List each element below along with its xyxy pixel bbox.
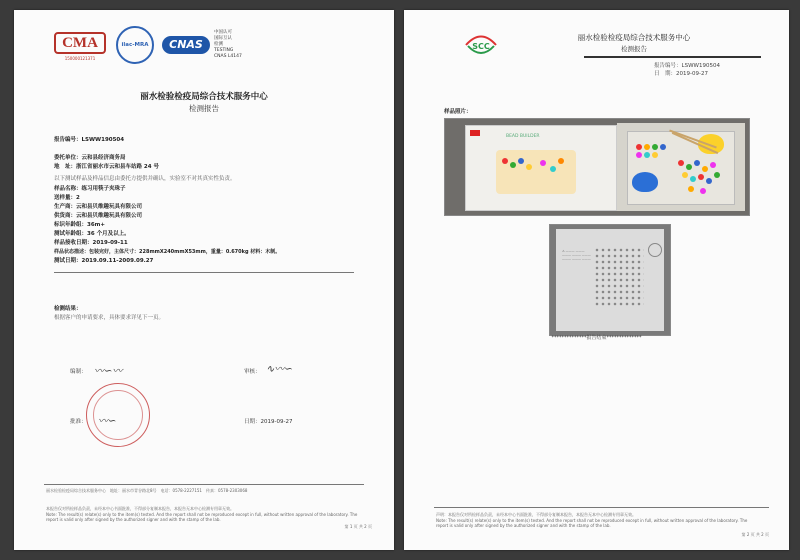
- sample-photo-back: [549, 224, 671, 336]
- cnas-line: CNAS L4147: [214, 54, 242, 59]
- scc-logo-text: SCC: [472, 42, 490, 51]
- bead-detail-image: [648, 243, 662, 257]
- field-label: 测试年龄组：: [54, 231, 88, 237]
- photo-label: [444, 108, 472, 116]
- address-row: [54, 163, 159, 171]
- client-row: [54, 154, 126, 162]
- report-number: LSWW190504: [81, 137, 125, 143]
- field-row: [54, 230, 130, 238]
- sample-photo-front: [444, 118, 750, 216]
- report-title: 丽水检验检疫局综合技术服务中心: [577, 33, 691, 42]
- test-result-label-text: 检测结果：: [54, 306, 82, 312]
- report-end-marker: **************报告结束**************: [551, 335, 642, 341]
- report-number-row: [54, 136, 124, 144]
- ilac-mra-logo: ilac-MRA: [116, 26, 154, 64]
- reviewed-signature: ∿〰∽: [266, 364, 293, 375]
- compiled-label: 编制：: [70, 369, 87, 375]
- reviewed-label: 审核：: [244, 369, 261, 375]
- address-label: 地 址：: [54, 164, 77, 170]
- field-row: [54, 257, 153, 265]
- field-value: 练习用筷子夹珠子: [81, 186, 126, 192]
- cnas-line: 国际互认: [214, 36, 232, 41]
- approved-signature: 〰∽: [98, 416, 117, 427]
- report-title: 丽水检验检疫局综合技术服务中心: [140, 92, 268, 102]
- cnas-line: TESTING: [214, 48, 234, 53]
- field-row: [54, 239, 128, 247]
- cma-number: 150000121371: [64, 56, 96, 61]
- footer-line: 本报告仅对所检样品负责，未经本中心书面批准，不得部分复制本报告，本报告无本中心检测专用章无效。: [46, 506, 234, 511]
- field-value: 2019-09-11: [92, 240, 128, 246]
- scc-logo: [464, 34, 498, 56]
- field-label: 样品状态描述：: [54, 249, 90, 255]
- field-value: 36m+: [87, 222, 106, 228]
- footer-line: 丽水检验检疫局综合技术服务中心 地址：丽水市青谷路北8号 电话：0578-2227151 传真：0578-2303068: [46, 488, 248, 493]
- brand-icon: [470, 130, 480, 136]
- date-row: [244, 418, 292, 426]
- date-label: 日 期：: [654, 71, 677, 77]
- field-value: 2: [76, 195, 80, 201]
- address-value: 浙江省丽水市云和县车站路 24 号: [76, 164, 160, 170]
- date-label: 日期：: [244, 419, 261, 425]
- field-row: [54, 248, 280, 256]
- report-subtitle: 检测报告: [189, 104, 219, 113]
- report-number-label: 报告编号：: [54, 137, 82, 143]
- field-row: [54, 203, 142, 211]
- test-result-label: [54, 305, 82, 313]
- client-label: 委托单位：: [54, 155, 82, 161]
- footer-divider: [44, 484, 364, 485]
- bead-grid-image: [594, 247, 644, 307]
- cnas-line: 检测: [214, 42, 223, 47]
- field-label: 样品名称：: [54, 186, 82, 192]
- field-row: [54, 185, 126, 193]
- date-value: 2019-09-27: [260, 419, 293, 425]
- date-row: [654, 70, 708, 78]
- field-row: [54, 212, 142, 220]
- field-label: 样品接收日期：: [54, 240, 93, 246]
- product-box-image: [465, 125, 617, 211]
- report-page-1: [14, 10, 394, 550]
- field-value: 云和县贝维趣玩具有限公司: [76, 213, 143, 219]
- date-value: 2019-09-27: [676, 71, 708, 77]
- footer-line: report is valid only after signed by the authorized signer and with the stamp of the lab.: [46, 517, 221, 522]
- field-value: 云和县贝维趣玩具有限公司: [76, 204, 143, 210]
- field-label: 供货商：: [54, 213, 77, 219]
- field-value: 2019.09.11-2009.09.27: [81, 258, 154, 264]
- open-box-image: [617, 123, 745, 211]
- photo-label-text: 样品照片：: [444, 109, 472, 115]
- report-number-row: [654, 62, 720, 70]
- official-seal: [86, 383, 150, 447]
- field-value: 36 个月及以上。: [87, 231, 130, 237]
- page-number: 第 1 页 共 2 页: [344, 524, 372, 529]
- cnas-line: 中国认可: [214, 30, 232, 35]
- field-label: 生产商：: [54, 204, 77, 210]
- footer-line: 声明：本报告仅对所检样品负责，未经本中心书面批准，不得部分复制本报告，本报告无本中心检测专用章无效。: [436, 512, 636, 517]
- page-number: 第 2 页 共 2 页: [741, 532, 769, 537]
- test-result-text: 根据客户的申请要求，具体要求详见下一页。: [54, 315, 165, 321]
- box-back-warnings: ⚠ ——— ——— ——— ——— ——— ——— ——— ———: [562, 249, 591, 261]
- footer-line: report is valid only after signed by the authorized signer and with the stamp of the lab.: [436, 523, 611, 528]
- cnas-logo-mark: CNAS: [162, 36, 210, 54]
- footer-line: Note: The result(s) relate(s) only to the item(s) tested. And the report shall not be reproduced except in full, without written approval of the laboratory. The: [46, 512, 358, 517]
- header-divider: [584, 56, 761, 58]
- field-row: [54, 194, 80, 202]
- field-row: [54, 221, 105, 229]
- field-value: 包装完好，主体尺寸：228mmX240mmX53mm，重量：0.670kg 材料：木制。: [89, 249, 281, 255]
- client-value: 云和县经济商务局: [81, 155, 126, 161]
- report-number-label: 报告编号：: [654, 63, 682, 69]
- box-brand-text: BEAD BUILDER: [506, 134, 540, 139]
- approved-label: 批准：: [70, 419, 87, 425]
- cnas-side-text: [214, 30, 242, 60]
- footer-line: Note: The result(s) relate(s) only to the item(s) tested. And the report shall not be reproduced except in full, without written approval of the laboratory. The: [436, 518, 748, 523]
- bead-tray: [627, 131, 735, 205]
- report-subtitle: 检测报告: [621, 45, 647, 53]
- field-label: 送样量：: [54, 195, 77, 201]
- compiled-signature: 〰∽〰: [94, 366, 123, 377]
- box-illustration: [496, 150, 576, 194]
- report-number: LSWW190504: [681, 63, 720, 69]
- cma-logo: [54, 32, 106, 64]
- cnas-logo: [162, 30, 210, 60]
- notice-text: 以下测试样品及样品信息由委托方提供并确认，实验室不对其真实性负责。: [54, 176, 236, 182]
- field-label: 测试日期：: [54, 258, 82, 264]
- report-page-2: [404, 10, 789, 550]
- box-back-image: [556, 229, 664, 331]
- footer-divider: [434, 507, 769, 508]
- field-label: 标识年龄组：: [54, 222, 88, 228]
- divider: [54, 272, 354, 273]
- cma-logo-mark: CMA: [54, 32, 106, 54]
